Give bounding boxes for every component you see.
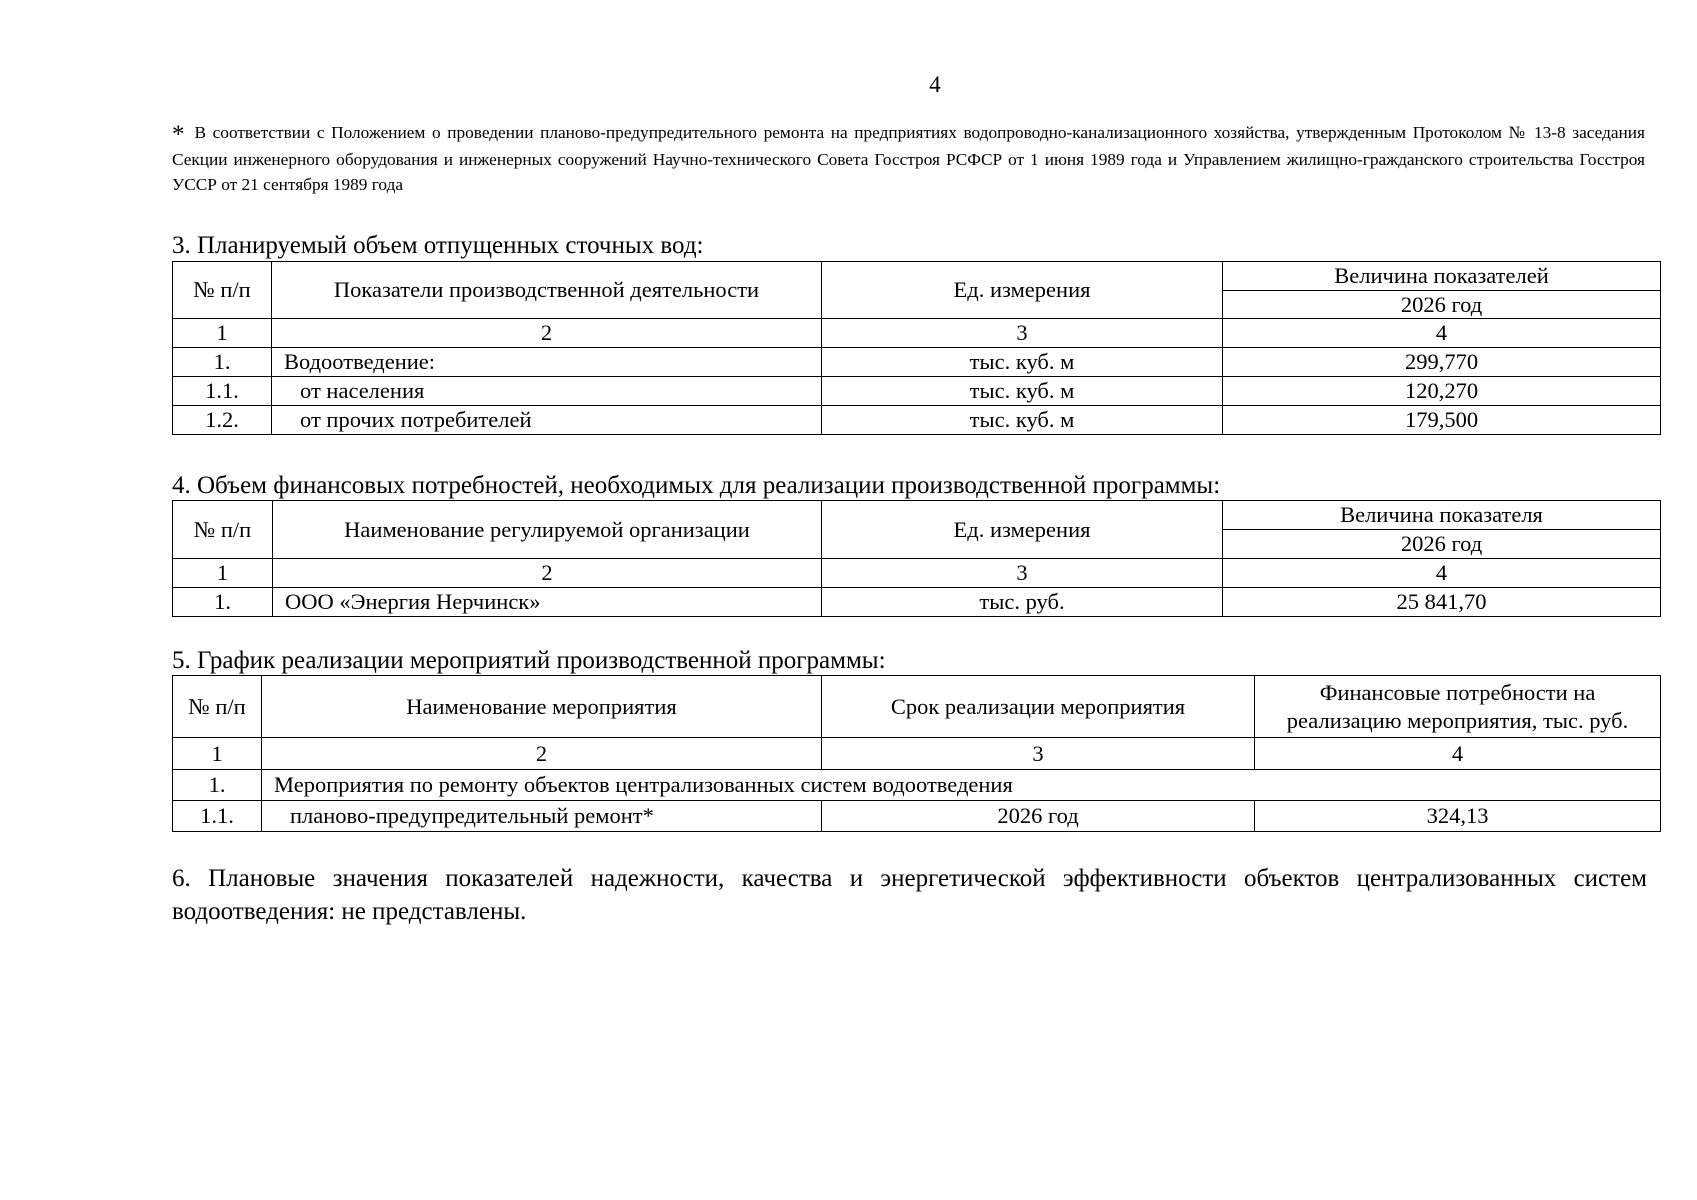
index-cell: 3 xyxy=(822,559,1223,588)
header-num: № п/п xyxy=(173,676,262,738)
row-unit: тыс. куб. м xyxy=(822,348,1223,377)
index-row xyxy=(173,738,1661,770)
section-3-title: 3. Планируемый объем отпущенных сточных вод: xyxy=(172,232,704,259)
index-cell: 2 xyxy=(273,559,822,588)
row-unit: тыс. руб. xyxy=(822,588,1223,617)
header-term: Срок реализации мероприятия xyxy=(822,676,1255,738)
group-row xyxy=(173,770,1661,801)
header-value: Величина показателей xyxy=(1223,262,1661,291)
row-unit: тыс. куб. м xyxy=(822,406,1223,435)
footnote xyxy=(172,120,1645,197)
index-row xyxy=(173,319,1661,348)
footnote-asterisk: * xyxy=(172,121,185,148)
index-cell: 4 xyxy=(1223,319,1661,348)
footnote-text: В соответствии с Положением о проведении планово-предупредительного ремонта на предприятиях водопроводно-канализационного хозяйства, утвержденным Протоколом № 13-8 заседания Секции инженерного оборудования и инженерных сооружений Научно-технического Совета Госстроя РСФСР от 1 июня 1989 года и Управлением жилищно-гражданского строительства Госстроя УССР от 21 сентября 1989 года xyxy=(172,123,1645,194)
index-cell: 1 xyxy=(173,319,272,348)
header-num: № п/п xyxy=(173,501,273,559)
header-event: Наименование мероприятия xyxy=(262,676,822,738)
header-num: № п/п xyxy=(173,262,272,319)
row-num: 1.2. xyxy=(173,406,272,435)
row-finance: 324,13 xyxy=(1255,801,1661,832)
table-row xyxy=(173,348,1661,377)
wastewater-volume-table xyxy=(172,261,1661,435)
index-cell: 1 xyxy=(173,738,262,770)
page-number: 4 xyxy=(929,72,941,97)
index-cell: 1 xyxy=(173,559,273,588)
index-cell: 2 xyxy=(272,319,822,348)
index-cell: 2 xyxy=(262,738,822,770)
header-unit: Ед. измерения xyxy=(822,501,1223,559)
index-cell: 4 xyxy=(1223,559,1661,588)
row-num: 1. xyxy=(173,348,272,377)
row-num: 1.1. xyxy=(173,377,272,406)
row-name: от населения xyxy=(272,377,822,406)
row-term: 2026 год xyxy=(822,801,1255,832)
header-year: 2026 год xyxy=(1223,530,1661,559)
row-event-name: планово-предупредительный ремонт* xyxy=(262,801,822,832)
header-org: Наименование регулируемой организации xyxy=(273,501,822,559)
index-cell: 3 xyxy=(822,319,1223,348)
row-name: Водоотведение: xyxy=(272,348,822,377)
index-row xyxy=(173,559,1661,588)
row-group-name: Мероприятия по ремонту объектов централизованных систем водоотведения xyxy=(262,770,1661,801)
index-cell: 4 xyxy=(1255,738,1661,770)
row-num: 1. xyxy=(173,588,273,617)
header-indicator: Показатели производственной деятельности xyxy=(272,262,822,319)
table-row xyxy=(173,406,1661,435)
section-6-conclusion: 6. Плановые значения показателей надежности, качества и энергетической эффективности объектов централизованных систем водоотведения: не представлены. xyxy=(172,865,1647,925)
section-4-title: 4. Объем финансовых потребностей, необходимых для реализации производственной программы: xyxy=(172,472,1221,499)
row-value: 299,770 xyxy=(1223,348,1661,377)
events-schedule-table xyxy=(172,675,1661,832)
row-value: 25 841,70 xyxy=(1223,588,1661,617)
section-5-title: 5. График реализации мероприятий производственной программы: xyxy=(172,647,886,674)
header-unit: Ед. измерения xyxy=(822,262,1223,319)
row-org-name: ООО «Энергия Нерчинск» xyxy=(273,588,822,617)
table-row xyxy=(173,801,1661,832)
row-unit: тыс. куб. м xyxy=(822,377,1223,406)
header-finance: Финансовые потребности на реализацию мероприятия, тыс. руб. xyxy=(1255,676,1661,738)
table-row xyxy=(173,588,1661,617)
table-row xyxy=(173,377,1661,406)
row-value: 120,270 xyxy=(1223,377,1661,406)
financial-needs-table xyxy=(172,500,1661,617)
row-name: от прочих потребителей xyxy=(272,406,822,435)
row-num: 1.1. xyxy=(173,801,262,832)
row-num: 1. xyxy=(173,770,262,801)
row-value: 179,500 xyxy=(1223,406,1661,435)
index-cell: 3 xyxy=(822,738,1255,770)
header-year: 2026 год xyxy=(1223,291,1661,319)
header-value: Величина показателя xyxy=(1223,501,1661,530)
